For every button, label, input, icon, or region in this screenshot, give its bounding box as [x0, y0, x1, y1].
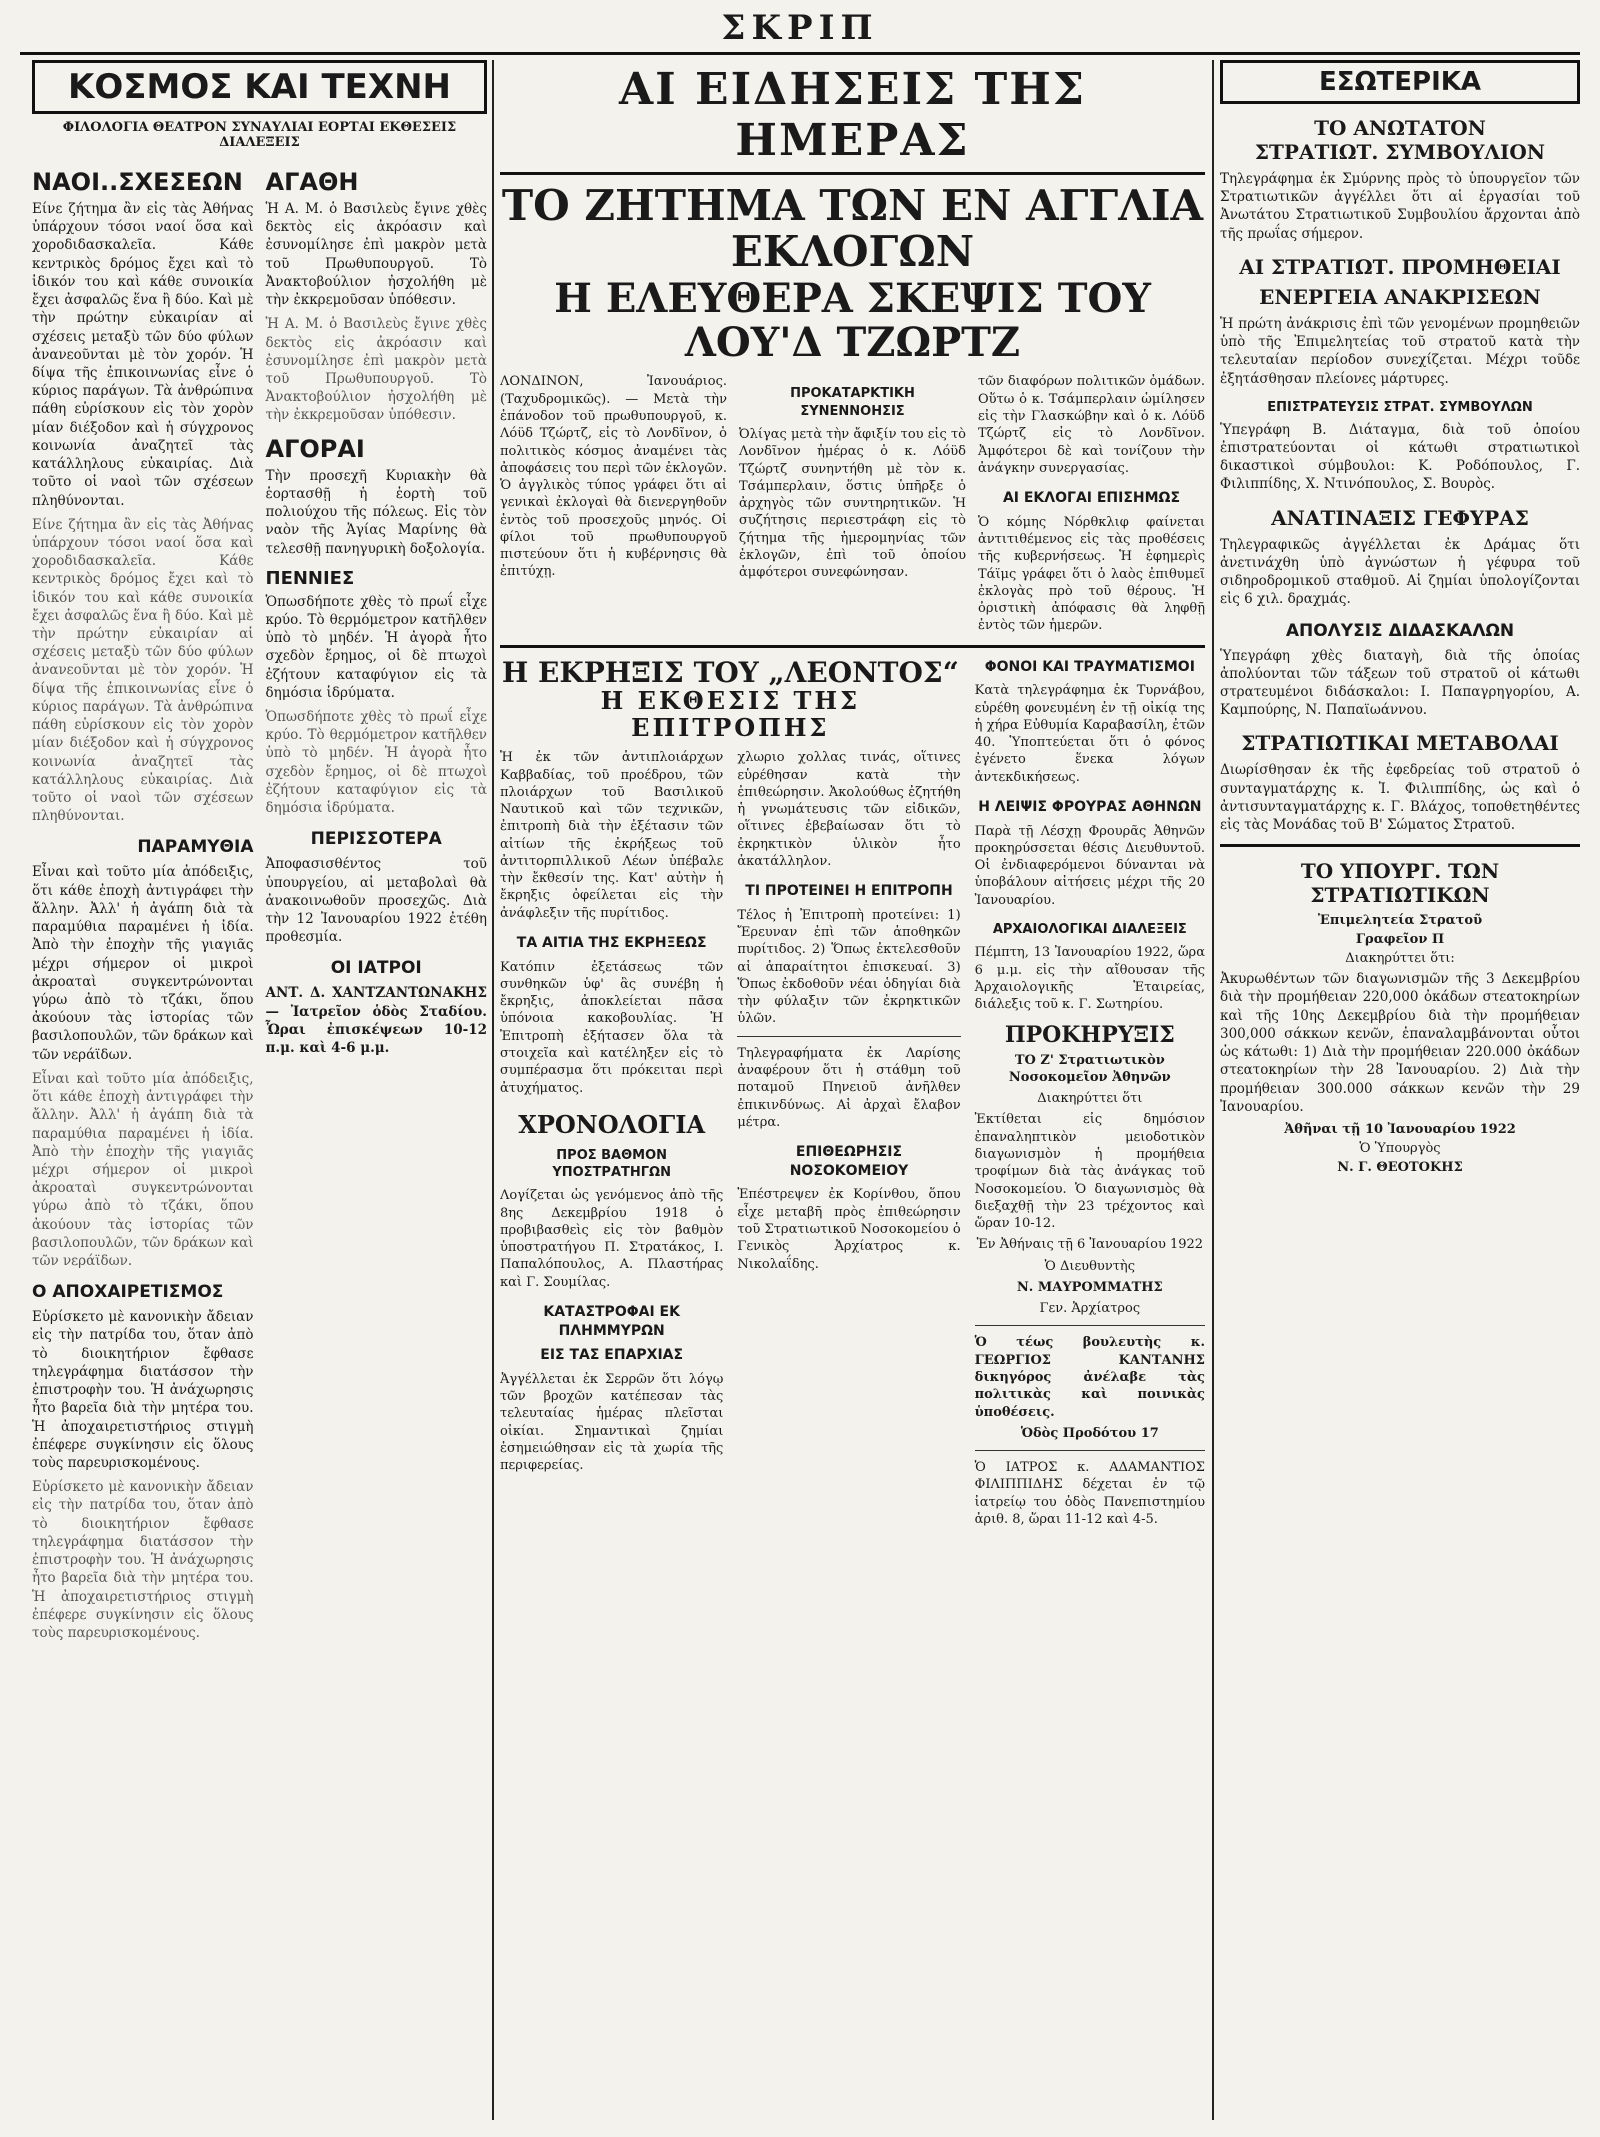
section-heading: Ο ΑΠΟΧΑΙΡΕΤΙΣΜΟΣ	[32, 1282, 224, 1303]
article-column	[737, 749, 960, 1474]
article-body: Ἡ Α. Μ. ὁ Βασιλεὺς ἔγινε χθὲς δεκτὸς εἰς ἀκρόασιν καὶ ἐσυνομίλησε ἐπὶ μακρὸν μετὰ τοῦ Πρωθυπουργοῦ. Τὸ Ἀνακτοβούλιον ἠσχολήθη μὲ τὴν ἐκκρεμοῦσαν ὑπόθεσιν.	[265, 316, 487, 424]
section-heading: ΤΟ ΥΠΟΥΡΓ. ΤΩΝ ΣΤΡΑΤΙΩΤΙΚΩΝ	[1300, 859, 1500, 908]
article-body: Ἡ ἐκ τῶν ἀντιπλοιάρχων Καββαδίας, τοῦ προέδρου, τῶν πλοιάρχων τοῦ Βασιλικοῦ Ναυτικοῦ καὶ τῶν τεχνικῶν, ἐπιτροπὴ διὰ τὴν ἐξέτασιν τῶν αἰτίων τῆς ἐκρήξεως τοῦ ἀντιτορπιλλικοῦ Λέων ὑπέβαλε τὴν ἔκθεσίν της. Κατ' αὐτὴν ἡ ἔκρηξις ὀφείλεται εἰς τὴν ἀνάφλεξιν τῆς πυρίτιδος.	[500, 750, 724, 921]
section-heading: ΠΡΟΣ ΒΑΘΜΟΝ ΥΠΟΣΤΡΑΤΗΓΩΝ	[552, 1147, 671, 1181]
section-heading: ΤΟ ΑΝΩΤΑΤΟΝ	[1314, 116, 1486, 140]
article-body: Ὁπωσδήποτε χθὲς τὸ πρωΐ εἶχε κρύο. Τὸ θερμόμετρον κατῆλθεν ὑπὸ τὸ μηδέν. Ἡ ἀγορὰ ἦτο σχεδὸν ἔρημος, οἱ δὲ πτωχοὶ ἐζήτουν καταφύγιον εἰς τὰ δημόσια ἱδρύματα.	[265, 593, 487, 701]
section-heading: ΑΡΧΑΙΟΛΟΓΙΚΑΙ ΔΙΑΛΕΞΕΙΣ	[992, 921, 1187, 937]
headline: Η ΕΚΘΕΣΙΣ ΤΗΣ ΕΠΙΤΡΟΠΗΣ	[600, 686, 861, 742]
article-body: Ἡ πρώτη ἀνάκρισις ἐπὶ τῶν γενομένων προμηθειῶν ὑπὸ τῆς Ἐπιμελητείας τοῦ στρατοῦ κατὰ τὴν τελευταίαν περίοδον συνεχίζεται. Μέχρι τοῦδε ἐξητάσθησαν πλείονες μάρτυρες.	[1220, 315, 1580, 387]
article-body: Ἀγγέλλεται ἐκ Σερρῶν ὅτι λόγῳ τῶν βροχῶν κατέπεσαν τὰς τελευταίας ἡμέρας πλεῖσται οἰκίαι. Σημαντικαὶ ζημίαι ἐσημειώθησαν εἰς τὰ χωρία τῆς περιφερείας.	[500, 1371, 724, 1474]
section-heading: ΚΑΤΑΣΤΡΟΦΑΙ ΕΚ ΠΛΗΜΜΥΡΩΝ	[543, 1304, 680, 1339]
article-body: Παρὰ τῇ Λέσχῃ Φρουρᾶς Ἀθηνῶν προκηρύσσεται θέσις Διευθυντοῦ. Οἱ ἐνδιαφερόμενοι δύνανται νὰ ὑποβάλουν αἰτήσεις μέχρι τῆς 20 Ἰανουαρίου.	[974, 823, 1205, 908]
notice-subtitle: ΤΟ Ζ' Στρατιωτικὸν Νοσοκομεῖον Ἀθηνῶν	[1008, 1052, 1171, 1085]
article-body: Ἀποφασισθέντος τοῦ ὑπουργείου, αἱ μεταβολαὶ θὰ ἀνακοινωθοῦν προσεχῶς. Διὰ τὴν 12 Ἰανουαρίου 1922 ἐτέθη προθεσμία.	[265, 856, 487, 946]
notice-subtitle: Ἐπιμελητεία Στρατοῦ	[1317, 913, 1483, 929]
section-heading: ΕΠΙΘΕΩΡΗΣΙΣ ΝΟΣΟΚΟΜΕΙΟΥ	[789, 1144, 909, 1179]
lower-grid	[500, 655, 1205, 1529]
article-body: ΑΝΤ. Δ. ΧΑΝΤΖΑΝΤΩΝΑΚΗΣ — Ἰατρεῖον ὁδὸς Σταδίου. Ὧραι ἐπισκέψεων 10-12 π.μ. καὶ 4-6 μ.μ.	[265, 985, 487, 1057]
article-body: τῶν διαφόρων πολιτικῶν ὁμάδων. Οὕτω ὁ κ. Τσάμπερλαιν ὡμίλησεν εἰς τὴν Γλασκώβην καὶ ὁ κ. Λόϋδ Τζώρτζ εἰς τὸ Λονδῖνον. Ἀμφότεροι δὲ καὶ τονίζουν τὴν ἀνάγκην συνεργασίας.	[978, 374, 1205, 476]
article-body: Εἶναι καὶ τοῦτο μία ἀπόδειξις, ὅτι κάθε ἐποχὴ ἀντιγράφει τὴν ἄλλην. Ἀλλ' ἡ ἀγάπη διὰ τὰ παραμύθια παραμένει ἡ ἰδία. Ἀπὸ τὴν ἐποχὴν τῆς γιαγιᾶς μέχρι σήμερον οἱ μικροὶ ἀκροαταὶ συγκεντρώνονται γύρω ἀπὸ τὸ τζάκι, ὅπου ἀκούουν τὰς ἱστορίας τῶν βασιλοπουλῶν, τῶν δράκων καὶ τῶν νεράϊδων.	[32, 1070, 254, 1270]
article-body: Ὀλίγας μετὰ τὴν ἄφιξίν του εἰς τὸ Λονδῖνον ἡμέρας ὁ κ. Λόϋδ Τζώρτζ συνηντήθη μὲ τὸν κ. Τσάμπερλαιν, ὅστις ὑπῆρξε ὁ ἀρχηγὸς τῶν συντηρητικῶν. Ἡ συζήτησις περιεστράφη εἰς τὸ ζήτημα τῆς ἡμερομηνίας τῶν ἐκλογῶν, ἐπὶ τοῦ ὁποίου ἀμφότεροι συνεφώνησαν.	[739, 426, 966, 581]
section-heading: ΕΠΙΣΤΡΑΤΕΥΣΙΣ ΣΤΡΑΤ. ΣΥΜΒΟΥΛΩΝ	[1267, 399, 1533, 415]
section-heading: ΑΙ ΕΚΛΟΓΑΙ ΕΠΙΣΗΜΩΣ	[1002, 490, 1181, 507]
masthead	[20, 8, 1580, 60]
section-heading: ΧΡΟΝΟΛΟΓΙΑ	[518, 1109, 706, 1139]
left-grid	[32, 158, 487, 1648]
article-body: Εἶναι καὶ τοῦτο μία ἀπόδειξις, ὅτι κάθε ἐποχὴ ἀντιγράφει τὴν ἄλλην. Ἀλλ' ἡ ἀγάπη διὰ τὰ παραμύθια παραμένει ἡ ἰδία. Ἀπὸ τὴν ἐποχὴν τῆς γιαγιᾶς μέχρι σήμερον οἱ μικροὶ ἀκροαταὶ συγκεντρώνονται γύρω ἀπὸ τὸ τζάκι, ὅπου ἀκούουν τὰς ἱστορίας τῶν βασιλοπουλῶν, τῶν δράκων καὶ τῶν νεράϊδων.	[32, 864, 254, 1063]
news-banner: ΑΙ ΕΙΔΗΣΕΙΣ ΤΗΣ ΗΜΕΡΑΣ	[500, 60, 1205, 175]
section-heading: ΑΓΟΡΑΙ	[265, 434, 365, 463]
signature-name: Ν. ΜΑΥΡΟΜΜΑΤΗΣ	[1016, 1279, 1163, 1295]
signature-name: Ν. Γ. ΘΕΟΤΟΚΗΣ	[1337, 1160, 1463, 1175]
notice-text: Ὁ τέως βουλευτὴς κ. ΓΕΩΡΓΙΟΣ ΚΑΝΤΑΝΗΣ δικηγόρος ἀνέλαβε τὰς πολιτικὰς καὶ ποινικὰς ὑποθέσεις.	[974, 1335, 1205, 1420]
lower-left	[500, 655, 961, 1529]
article-body: Κατόπιν ἐξετάσεως τῶν συνθηκῶν ὑφ' ἃς συνέβη ἡ ἔκρηξις, ἀποκλείεται πᾶσα ὑπόνοια κακοβουλίας. Ἡ Ἐπιτροπὴ ἐξήτασεν ὅλα τὰ στοιχεῖα καὶ κατέληξεν εἰς τὸ συμπέρασμα ὅτι πρόκειται περὶ ἀτυχήματος.	[500, 959, 724, 1096]
article-column	[500, 749, 723, 1474]
article-column	[500, 373, 727, 634]
section-heading: ΠΑΡΑΜΥΘΙΑ	[137, 837, 254, 858]
newspaper-name: ΣΚΡΙΠ	[721, 8, 879, 48]
headline: Η ΕΛΕΥΘΕΡΑ ΣΚΕΨΙΣ ΤΟΥ ΛΟΥ'Δ ΤΖΩΡΤΖ	[554, 275, 1151, 367]
section-heading: ΑΝΑΤΙΝΑΞΙΣ ΓΕΦΥΡΑΣ	[1271, 505, 1529, 530]
section-heading: ΣΤΡΑΤΙΩΤΙΚΑΙ ΜΕΤΑΒΟΛΑΙ	[1241, 731, 1559, 756]
headline: ΠΡΟΚΗΡΥΞΙΣ	[1004, 1022, 1175, 1049]
headline: ΤΟ ΖΗΤΗΜΑ ΤΩΝ ΕΝ ΑΓΓΛΙΑ ΕΚΛΟΓΩΝ	[501, 181, 1204, 277]
notice-subtitle: Διακηρύττει ὅτι	[1037, 1091, 1143, 1107]
signature-role: Γεν. Ἀρχίατρος	[1039, 1301, 1141, 1317]
article-body: Ὁπωσδήποτε χθὲς τὸ πρωΐ εἶχε κρύο. Τὸ θερμόμετρον κατῆλθεν ὑπὸ τὸ μηδέν. Ἡ ἀγορὰ ἦτο σχεδὸν ἔρημος, οἱ δὲ πτωχοὶ ἐζήτουν καταφύγιον εἰς τὰ δημόσια ἱδρύματα.	[265, 709, 487, 817]
article-column	[978, 373, 1205, 634]
section-heading: Η ΛΕΙΨΙΣ ΦΡΟΥΡΑΣ ΑΘΗΝΩΝ	[978, 798, 1202, 815]
ad-text: Ὁ ΙΑΤΡΟΣ κ. ΑΔΑΜΑΝΤΙΟΣ ΦΙΛΙΠΠΙΔΗΣ δέχεται ἐν τῷ ἰατρείῳ του ὁδὸς Πανεπιστημίου ἀριθ. 8, ὥραι 11-12 καὶ 4-5.	[974, 1460, 1205, 1528]
article-body: χλωριο χολλας τινάς, οἵτινες εὑρέθησαν κατὰ τὴν ἐπιθεώρησιν. Ἀκολούθως ἐζητήθη ἡ γνωμάτευσις τῶν εἰδικῶν, οἵτινες ἐβεβαίωσαν ὅτι τὸ ἐκρηκτικὸν ὑλικὸν ἦτο ἀκατάλληλον.	[737, 750, 961, 869]
notice-date: Ἐν Ἀθήναις τῇ 6 Ἰανουαρίου 1922	[976, 1237, 1204, 1253]
section-heading: ΑΓΑΘΗ	[265, 168, 359, 196]
article-body: Εὑρίσκετο μὲ κανονικὴν ἄδειαν εἰς τὴν πατρίδα του, ὅταν ἀπὸ τὸ διοικητήριον ἔφθασε τηλεγράφημα διατάσσον τὴν ἐπιστροφὴν του. Ἡ ἀνάχωρησις ἦτο βαρεῖα διὰ τὴν μητέρα του. Ἡ ἀποχαιρετιστήριος στιγμὴ ἐπέφερε συγκίνησιν εἰς ὅλους τοὺς παρευρισκομένους.	[32, 1309, 254, 1471]
article-body: Πέμπτη, 13 Ἰανουαρίου 1922, ὥρα 6 μ.μ. εἰς τὴν αἴθουσαν τῆς Ἀρχαιολογικῆς Ἑταιρείας, διάλεξις τοῦ κ. Γ. Σωτηρίου.	[974, 945, 1205, 1013]
divider	[975, 1325, 1205, 1326]
divider	[975, 1450, 1205, 1451]
article-columns	[500, 373, 1205, 634]
divider	[500, 645, 1205, 648]
section-heading: ΕΙΣ ΤΑΣ ΕΠΑΡΧΙΑΣ	[540, 1347, 684, 1364]
right-section-title: ΕΣΩΤΕΡΙΚΑ	[1220, 60, 1580, 104]
article-body: Είνε ζήτημα ἂν εἰς τὰς Ἀθήνας ὑπάρχουν τόσοι ναοί ὅσα καὶ χοροδιδασκαλεῖα. Κάθε κεντρικὸς δρόμος ἔχει καὶ τὸ ἱδικόν του καὶ κάθε συνοικία ἔχει ἀσφαλῶς ἕνα ἢ δύο. Καὶ μὲ τὴν πρώτην εὐκαιρίαν αἱ σχέσεις μεταξὺ τῶν δύο φύλων ἀνανεοῦνται μὲ τὸν χορόν. Ἡ δίψα τῆς ἐπικοινωνίας εἶνε ὁ κύριος παράγων. Τὰ ἀνθρώπινα πάθη εὑρίσκουν εἰς τὸν χορὸν μίαν διέξοδον καὶ ἡ σύγχρονος κοινωνία ἀναζητεῖ τὰς κατάλληλους εὐκαιρίας. Διὰ τοῦτο οἱ ναοὶ τῶν σχέσεων πληθύνονται.	[32, 201, 254, 509]
notice-subtitle: Γραφεῖον Π	[1355, 932, 1445, 948]
left-subtitle: ΦΙΛΟΛΟΓΙΑ ΘΕΑΤΡΟΝ ΣΥΝΑΥΛΙΑΙ ΕΟΡΤΑΙ ΕΚΘΕΣΕΙΣ ΔΙΑΛΕΞΕΙΣ	[62, 120, 457, 150]
notice-address: Ὁδὸς Προδότου 17	[1020, 1425, 1159, 1441]
lower-right	[975, 658, 1205, 1529]
notice-subtitle: Διακηρύττει ὅτι:	[1345, 951, 1455, 967]
article-columns	[500, 749, 961, 1474]
right-column	[1220, 60, 1580, 2120]
section-heading: ΑΠΟΛΥΣΙΣ ΔΙΔΑΣΚΑΛΩΝ	[1285, 620, 1515, 641]
signature-role: Ὁ Ὑπουργὸς	[1359, 1141, 1441, 1156]
article-body: Διωρίσθησαν ἐκ τῆς ἐφεδρείας τοῦ στρατοῦ ὁ συνταγματάρχης κ. Ἰ. Φιλιππίδης, ὡς καὶ ὁ ἀντισυνταγματάρχης κ. Γ. Βλάχος, τοποθετηθέντες εἰς τὰς Μονάδας τοῦ Β' Σώματος Στρατοῦ.	[1220, 762, 1580, 834]
article-body: Τηλεγράφημα ἐκ Σμύρνης πρὸς τὸ ὑπουργεῖον τῶν Στρατιωτικῶν ἀγγέλλει ὅτι αἱ ἐργασίαι τοῦ Ἀνωτάτου Στρατιωτικοῦ Συμβουλίου ἄρχονται ἀπὸ τῆς πρωΐας σήμερον.	[1220, 171, 1580, 242]
left-section-title: ΚΟΣΜΟΣ ΚΑΙ ΤΕΧΝΗ	[32, 60, 487, 114]
section-heading: ΟΙ ΙΑΤΡΟΙ	[330, 958, 422, 979]
divider	[737, 1036, 960, 1037]
section-heading: ΣΤΡΑΤΙΩΤ. ΣΥΜΒΟΥΛΙΟΝ	[1254, 140, 1546, 164]
article-body: Ἐκτίθεται εἰς δημόσιον ἐπαναληπτικὸν μειοδοτικὸν διαγωνισμὸν ἡ προμήθεια τροφίμων διὰ τὰς ἀνάγκας τοῦ Νοσοκομείου. Ὁ διαγωνισμὸς θὰ διεξαχθῇ τὴν 23 τρέχοντος καὶ ὥραν 10-12.	[974, 1112, 1205, 1232]
column-divider	[1212, 60, 1214, 2120]
article-body: Ἡ Α. Μ. ὁ Βασιλεὺς ἔγινε χθὲς δεκτὸς εἰς ἀκρόασιν καὶ ἐσυνομίλησε ἐπὶ μακρὸν μετὰ τοῦ Πρωθυπουργοῦ. Τὸ Ἀνακτοβούλιον ἠσχολήθη μὲ τὴν ἐκκρεμοῦσαν ὑπόθεσιν.	[265, 201, 487, 309]
article-body: Τηλεγραφήματα ἐκ Λαρίσης ἀναφέρουν ὅτι ἡ στάθμη τοῦ ποταμοῦ Πηνειοῦ ἀνῆλθεν ἐπικινδύνως. Αἱ ἀρχαὶ ἔλαβον μέτρα.	[737, 1045, 961, 1130]
article-body: Εὑρίσκετο μὲ κανονικὴν ἄδειαν εἰς τὴν πατρίδα του, ὅταν ἀπὸ τὸ διοικητήριον ἔφθασε τηλεγράφημα διατάσσον τὴν ἐπιστροφὴν του. Ἡ ἀνάχωρησις ἦτο βαρεῖα διὰ τὴν μητέρα του. Ἡ ἀποχαιρετιστήριος στιγμὴ ἐπέφερε συγκίνησιν εἰς ὅλους τοὺς παρευρισκομένους.	[32, 1479, 254, 1641]
section-heading: ΤΑ ΑΙΤΙΑ ΤΗΣ ΕΚΡΗΞΕΩΣ	[516, 935, 707, 952]
article-body: ΛΟΝΔΙΝΟΝ, Ἰανουάριος. (Ταχυδρομικῶς). — Μετὰ τὴν ἐπάνοδον τοῦ πρωθυπουργοῦ, κ. Λόϋδ Τζώρτζ, εἰς τὸ Λονδῖνον, ὁ πολιτικὸς κόσμος ἀναμένει τὰς ἀποφάσεις του περὶ τῶν ἐκλογῶν. Ὁ ἀγγλικὸς τύπος γράφει ὅτι αἱ γενικαὶ ἐκλογαὶ θὰ διενεργηθοῦν ἐντὸς τοῦ προσεχοῦς μηνός. Οἱ φίλοι τοῦ πρωθυπουργοῦ πιστεύουν ὅτι ἡ κυβέρνησις θὰ ἐπιτύχῃ.	[500, 374, 727, 580]
notice-date: Ἀθῆναι τῇ 10 Ἰανουαρίου 1922	[1284, 1122, 1516, 1137]
signature-role: Ὁ Διευθυντὴς	[1044, 1258, 1135, 1274]
page	[20, 60, 1580, 2120]
article-body: Ὑπεγράφη Β. Διάταγμα, διὰ τοῦ ὁποίου ἐπιστρατεύονται οἱ κάτωθι στρατιωτικοὶ δικαστικοὶ σύμβουλοι: Κ. Ροδόπουλος, Γ. Φιλιππίδης, Χ. Ντινόπουλος, Σ. Βουρὸς.	[1220, 421, 1580, 493]
article-column	[739, 373, 966, 634]
left-subcolumn-2	[266, 158, 488, 1648]
article-body: Λογίζεται ὡς γενόμενος ἀπὸ τῆς 8ης Δεκεμβρίου 1918 ὁ προβιβασθεὶς εἰς τὸν βαθμὸν ὑποστρατήγου Π. Στρατάκος, Ι. Παπαλόπουλος, Α. Πλαστήρας καὶ Γ. Σουμίλας.	[500, 1188, 724, 1290]
center-column	[500, 60, 1205, 2120]
section-heading: ΠΕΝΝΙΕΣ	[265, 567, 355, 589]
left-subcolumn-1	[32, 158, 254, 1648]
left-column	[32, 60, 487, 2120]
masthead-rule	[20, 52, 1580, 55]
divider	[1220, 844, 1580, 847]
headline: Η ΕΚΡΗΞΙΣ ΤΟΥ „ΛΕΟΝΤΟΣ“	[501, 655, 959, 689]
article-body: Τέλος ἡ Ἐπιτροπὴ προτείνει: 1) Ἔρευναν ἐπὶ τῶν ἀποθηκῶν πυρίτιδος. 2) Ὅπως ἐκτελεσθοῦν αἱ ἀπαραίτητοι ἐπισκευαί. 3) Ὅπως ἐκδοθοῦν νέαι ὁδηγίαι διὰ τὴν φύλαξιν τῶν ἐκρηκτικῶν ὑλῶν.	[737, 907, 961, 1027]
section-heading: ΑΙ ΣΤΡΑΤΙΩΤ. ΠΡΟΜΗΘΕΙΑΙ	[1239, 254, 1561, 279]
section-heading: ΠΡΟΚΑΤΑΡΚΤΙΚΗ ΣΥΝΕΝΝΟΗΣΙΣ	[790, 386, 915, 419]
article-body: Ὑπεγράφη χθὲς διαταγὴ, διὰ τῆς ὁποίας ἀπολύονται τῶν τάξεων τοῦ στρατοῦ οἱ κάτωθι στρατευμένοι διδάσκαλοι: Ι. Παπαγρηγορίου, Α. Καμπούρης, Ν. Παπαϊωάννου.	[1220, 647, 1580, 719]
article-body: Ἐπέστρεψεν ἐκ Κορίνθου, ὅπου εἶχε μεταβῆ πρὸς ἐπιθεώρησιν τοῦ Στρατιωτικοῦ Νοσοκομείου ὁ Γενικὸς Ἀρχίατρος κ. Νικολαΐδης.	[737, 1187, 961, 1272]
article-body: Τηλεγραφικῶς ἀγγέλλεται ἐκ Δράμας ὅτι ἀνετινάχθη ὑπὸ ἀγνώστων ἡ γέφυρα τοῦ σιδηροδρομικοῦ σταθμοῦ. Αἱ ζημίαι ὑπολογίζονται εἰς 6 χιλ. δραχμάς.	[1220, 536, 1580, 608]
section-heading: ΝΑΟΙ..ΣΧΕΣΕΩΝ	[32, 168, 243, 196]
article-body: Ὁ κόμης Νόρθκλιφ φαίνεται ἀντιτιθέμενος εἰς τὰς προθέσεις τῆς κυβερνήσεως. Ἡ ἐφημερὶς Τάϊμς γράφει ὅτι ὁ λαὸς ἐπιθυμεῖ ἐκλογὰς πρὸ τοῦ θέρους. Ἡ ὀριστικὴ ἀπόφασις θὰ ληφθῇ ἐντὸς τῶν ἡμερῶν.	[978, 514, 1205, 634]
article-body: Κατὰ τηλεγράφημα ἐκ Τυρνάβου, εὑρέθη φονευμένη ἐν τῇ οἰκίᾳ της ἡ χήρα Εὐθυμία Καραβασίλη, ἐτῶν 40. Ὑποπτεύεται ὅτι ὁ φόνος ἐγένετο ἕνεκα λόγων ἀντεκδικήσεως.	[974, 683, 1205, 785]
section-heading: ΠΕΡΙΣΣΟΤΕΡΑ	[310, 829, 442, 850]
section-heading: ΤΙ ΠΡΟΤΕΙΝΕΙ Η ΕΠΙΤΡΟΠΗ	[745, 883, 953, 900]
section-heading: ΕΝΕΡΓΕΙΑ ΑΝΑΚΡΙΣΕΩΝ	[1259, 284, 1541, 309]
section-heading: ΦΟΝΟΙ ΚΑΙ ΤΡΑΥΜΑΤΙΣΜΟΙ	[984, 658, 1195, 675]
article-body: Ἀκυρωθέντων τῶν διαγωνισμῶν τῆς 3 Δεκεμβρίου διὰ τὴν προμήθειαν 220,000 ὀκάδων στεατοκηρίων καὶ τῆς 10ης Δεκεμβρίου διὰ τὴν προμήθειαν 300,000 σάκκων κενῶν, ἐπαναλαμβάνονται οὗτοι ὡς κάτωθι: 1) Διὰ τὴν προμήθειαν 220.000 ὀκάδων στεατοκηρίων τὴν 28 Ἰανουαρίου. 2) Διὰ τὴν προμήθειαν 300.000 σάκκων κενῶν τὴν 29 Ἰανουαρίου.	[1220, 971, 1580, 1115]
column-divider	[492, 60, 494, 2120]
article-body: Τὴν προσεχῆ Κυριακὴν θὰ ἑορτασθῇ ἡ ἑορτὴ τοῦ πολιούχου τῆς πόλεως. Εἰς τὸν ναὸν τῆς Ἁγίας Μαρίνης θὰ τελεσθῇ πανηγυρικὴ δοξολογία.	[265, 467, 487, 557]
article-body: Είνε ζήτημα ἂν εἰς τὰς Ἀθήνας ὑπάρχουν τόσοι ναοί ὅσα καὶ χοροδιδασκαλεῖα. Κάθε κεντρικὸς δρόμος ἔχει καὶ τὸ ἱδικόν του καὶ κάθε συνοικία ἔχει ἀσφαλῶς ἕνα ἢ δύο. Καὶ μὲ τὴν πρώτην εὐκαιρίαν αἱ σχέσεις μεταξὺ τῶν δύο φύλων ἀνανεοῦνται μὲ τὸν χορόν. Ἡ δίψα τῆς ἐπικοινωνίας εἶνε ὁ κύριος παράγων. Τὰ ἀνθρώπινα πάθη εὑρίσκουν εἰς τὸν χορὸν μίαν διέξοδον καὶ ἡ σύγχρονος κοινωνία ἀναζητεῖ τὰς κατάλληλους εὐκαιρίας. Διὰ τοῦτο οἱ ναοὶ τῶν σχέσεων πληθύνονται.	[32, 516, 254, 825]
